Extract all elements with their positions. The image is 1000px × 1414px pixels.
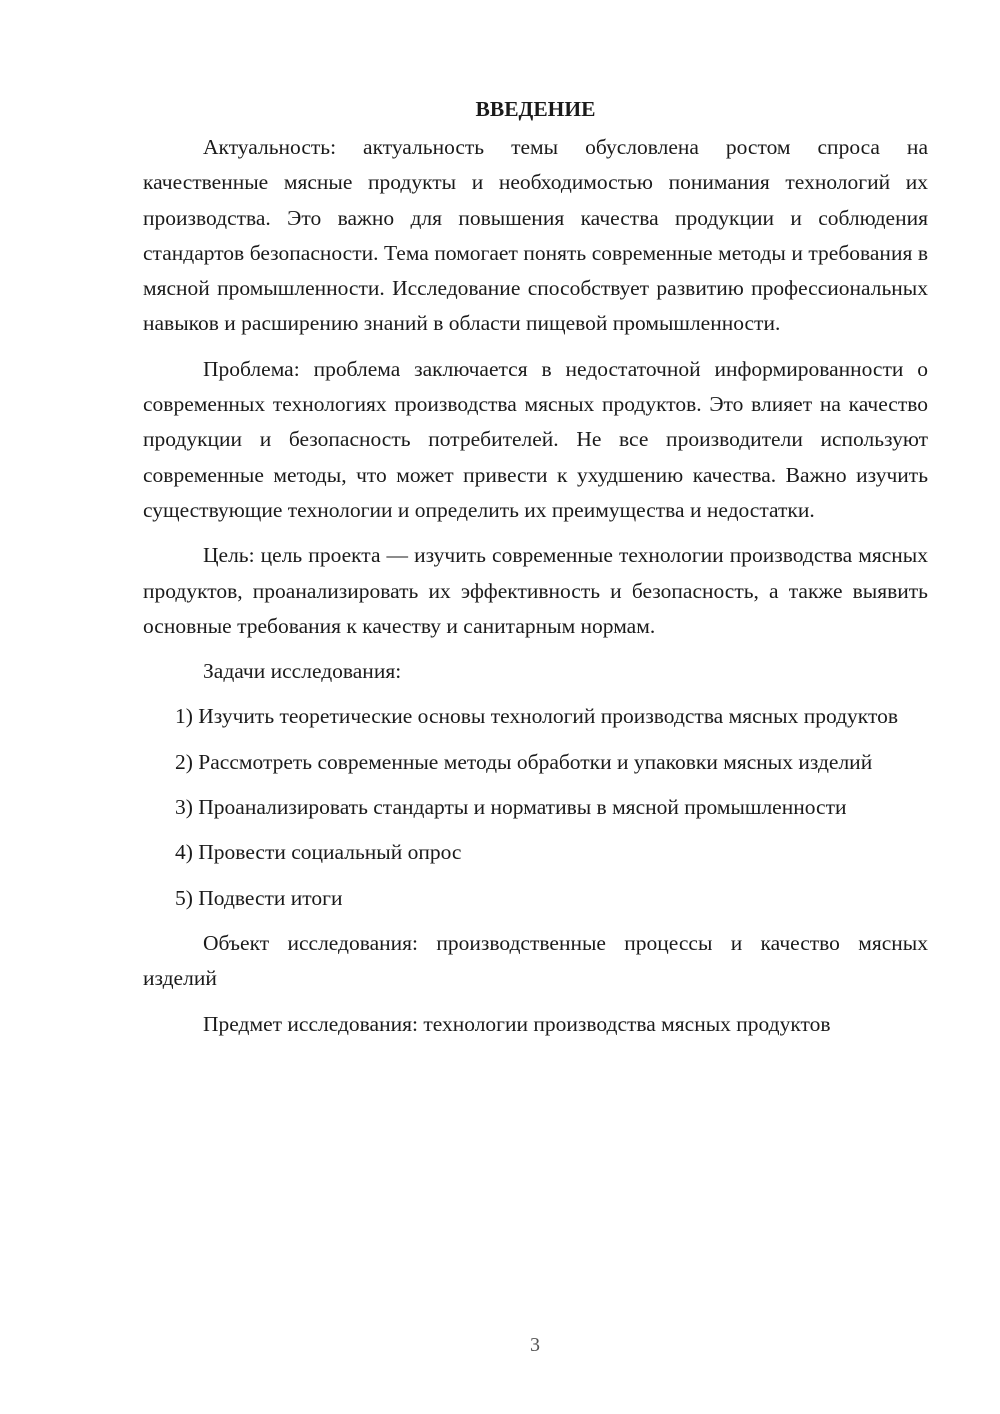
page-number: 3 [530,1334,540,1356]
relevance-paragraph: Актуальность: актуальность темы обусловлена ростом спроса на качественные мясные продукты и необходимостью понимания технологий их производства. Это важно для повышения качества продукции и соблюдения стандартов безопасности. Тема помогает понять современные методы и требования в мясной промышленности. Исследование способствует развитию профессиональных навыков и расширению знаний в области пищевой промышленности. [143,135,928,336]
document-page [143,92,928,1052]
tasks-heading: Задачи исследования: [203,659,402,684]
task-item-4: 4) Провести социальный опрос [175,840,462,865]
task-item-3: 3) Проанализировать стандарты и нормативы в мясной промышленности [175,795,847,820]
task-item-2: 2) Рассмотреть современные методы обработки и упаковки мясных изделий [175,749,873,774]
research-subject-paragraph: Предмет исследования: технологии производства мясных продуктов [203,1011,831,1036]
task-item-5: 5) Подвести итоги [175,885,343,910]
goal-paragraph: Цель: цель проекта — изучить современные технологии производства мясных продуктов, проанализировать их эффективность и безопасность, а также выявить основные требования к качеству и санитарным нормам. [143,543,928,638]
task-item-1: 1) Изучить теоретические основы технологий производства мясных продуктов [175,704,898,729]
problem-paragraph: Проблема: проблема заключается в недостаточной информированности о современных технологиях производства мясных продуктов. Это влияет на качество продукции и безопасность потребителей. Не все производители используют современные методы, что может привести к ухудшению качества. Важно изучить существующие технологии и определить их преимущества и недостатки. [143,356,928,522]
document-title: ВВЕДЕНИЕ [475,97,596,121]
research-object-paragraph: Объект исследования: производственные процессы и качество мясных изделий [143,930,928,991]
